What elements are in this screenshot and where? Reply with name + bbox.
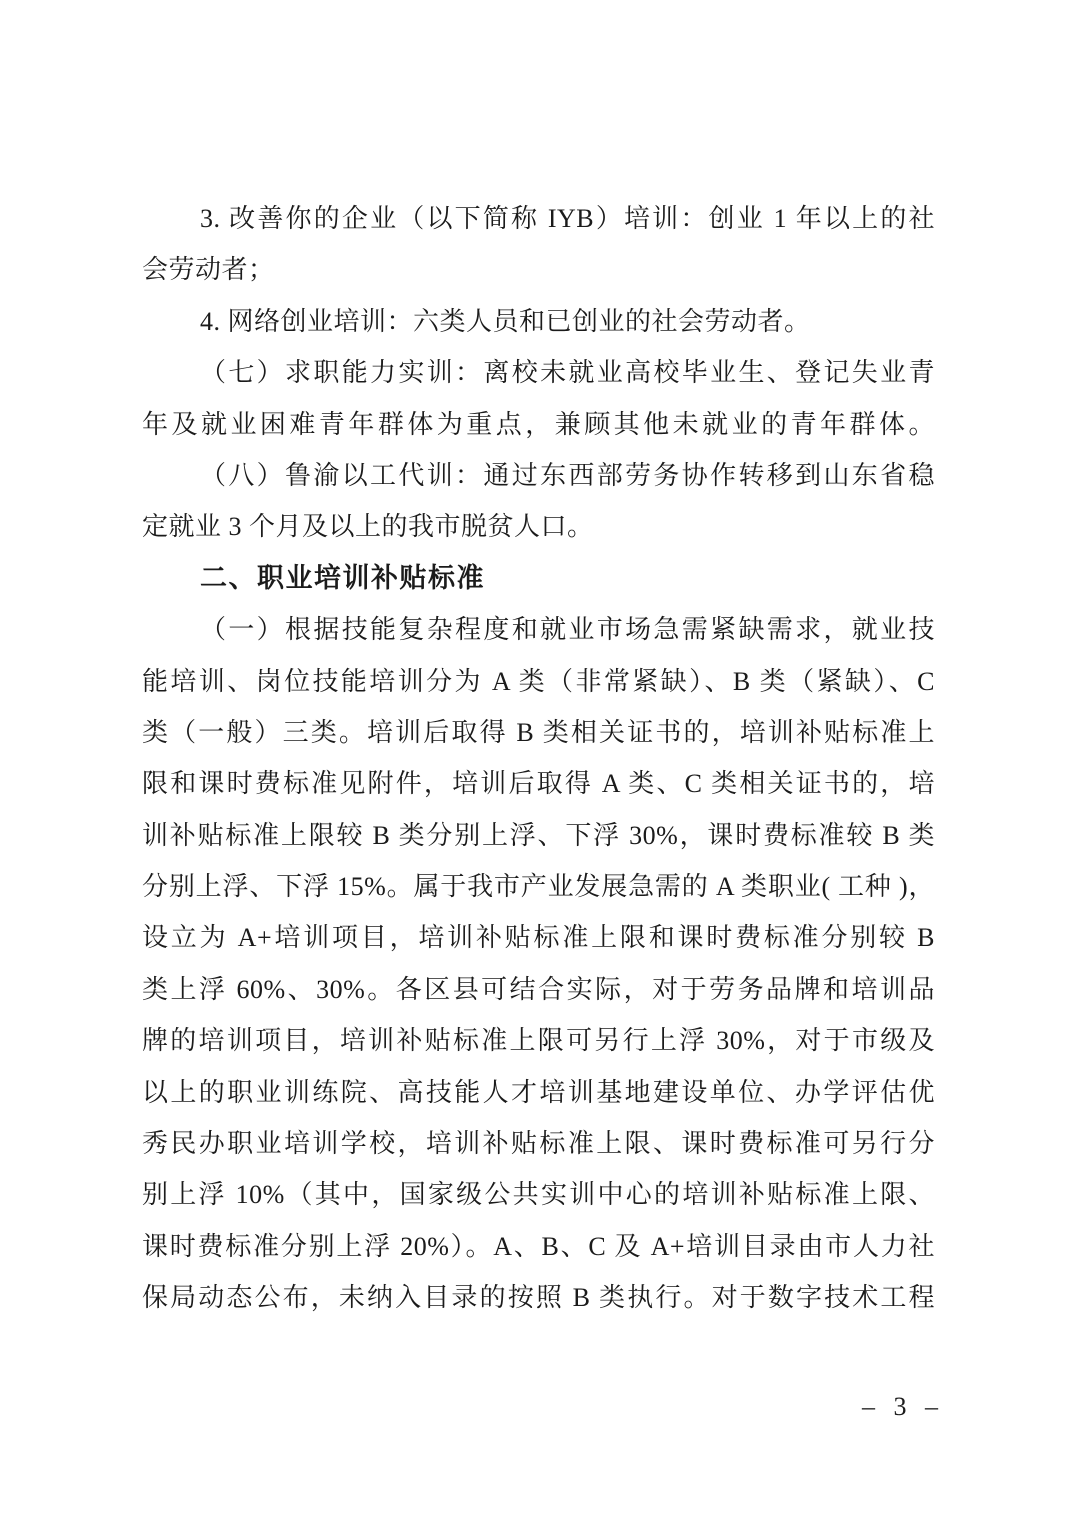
text-line: 4. 网络创业培训：六类人员和已创业的社会劳动者。 [200,306,811,336]
text-line: 会劳动者； [142,255,275,285]
text-line: 类（一般）三类。培训后取得 B 类相关证书的，培训补贴标准上 [142,717,935,747]
text-line: 设立为 A+培训项目，培训补贴标准上限和课时费标准分别较 B [142,923,935,953]
text-line: 限和课时费标准见附件，培训后取得 A 类、C 类相关证书的，培 [142,769,935,799]
section-heading: 二、职业培训补贴标准 [200,562,485,593]
body-text [142,193,935,1324]
text-line: 课时费标准分别上浮 20%）。A、B、C 及 A+培训目录由市人力社 [142,1231,935,1261]
text-line: 别上浮 10%（其中，国家级公共实训中心的培训补贴标准上限、 [142,1180,935,1210]
text-line: 训补贴标准上限较 B 类分别上浮、下浮 30%，课时费标准较 B 类 [142,820,935,850]
text-line: 以上的职业训练院、高技能人才培训基地建设单位、办学评估优 [142,1077,935,1107]
text-line: 定就业 3 个月及以上的我市脱贫人口。 [142,512,594,542]
text-line: 保局动态公布，未纳入目录的按照 B 类执行。对于数字技术工程 [142,1283,935,1313]
text-line: 牌的培训项目，培训补贴标准上限可另行上浮 30%，对于市级及 [142,1026,935,1056]
page-number: – 3 – [862,1392,944,1421]
text-line: 年及就业困难青年群体为重点，兼顾其他未就业的青年群体。 [142,409,935,439]
text-line: （七）求职能力实训：离校未就业高校毕业生、登记失业青 [200,358,935,388]
text-line: （一）根据技能复杂程度和就业市场急需紧缺需求，就业技 [200,615,935,645]
text-line: 分别上浮、下浮 15%。属于我市产业发展急需的 A 类职业( 工种 )， [142,872,935,902]
text-line: 3. 改善你的企业（以下简称 IYB）培训：创业 1 年以上的社 [200,204,935,233]
text-line: 类上浮 60%、30%。各区县可结合实际，对于劳务品牌和培训品 [142,974,935,1004]
text-line: （八）鲁渝以工代训：通过东西部劳务协作转移到山东省稳 [200,460,935,490]
text-line: 秀民办职业培训学校，培训补贴标准上限、课时费标准可另行分 [142,1129,935,1159]
text-line: 能培训、岗位技能培训分为 A 类（非常紧缺）、B 类（紧缺）、C [142,666,935,696]
